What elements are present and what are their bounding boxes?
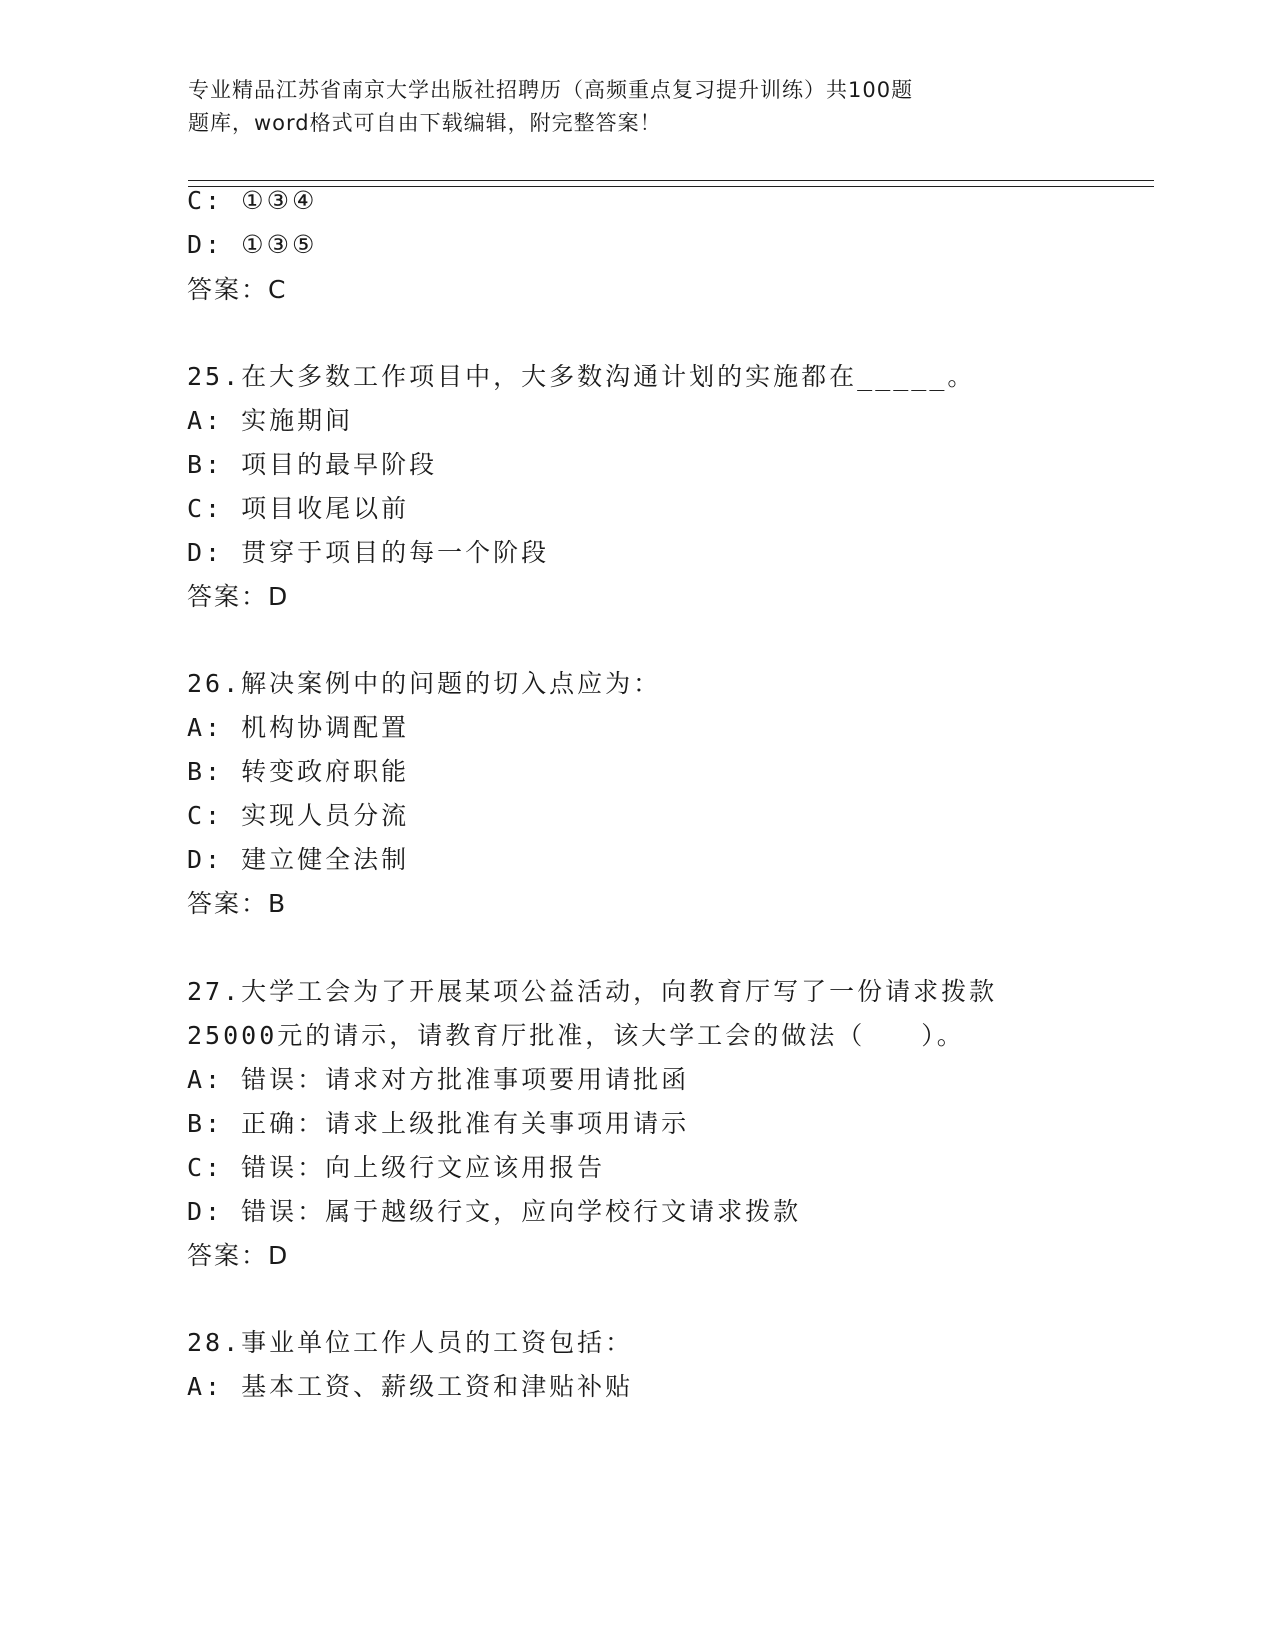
answer-line: 答案：D <box>187 582 290 611</box>
option-a: A: 基本工资、薪级工资和津贴补贴 <box>187 1372 634 1401</box>
document-header <box>188 74 1048 140</box>
answer-line: 答案：C <box>187 275 288 304</box>
answer-line: 答案：B <box>187 889 288 918</box>
option-c: C: 项目收尾以前 <box>187 494 410 523</box>
option-d: D: 贯穿于项目的每一个阶段 <box>187 538 550 567</box>
option-c: C: 错误：向上级行文应该用报告 <box>187 1153 606 1182</box>
option-d: D: 建立健全法制 <box>187 845 410 874</box>
option-a: A: 实施期间 <box>187 406 354 435</box>
option-a: A: 错误：请求对方批准事项要用请批函 <box>187 1065 690 1094</box>
option-c: C: 实现人员分流 <box>187 801 410 830</box>
option-b: B: 正确：请求上级批准有关事项用请示 <box>187 1109 690 1138</box>
option-b: B: 项目的最早阶段 <box>187 450 438 479</box>
question-28-stem: 28.事业单位工作人员的工资包括： <box>187 1328 634 1357</box>
header-line-1: 专业精品江苏省南京大学出版社招聘历（高频重点复习提升训练）共100题 <box>188 78 914 102</box>
option-d: D: 错误：属于越级行文，应向学校行文请求拨款 <box>187 1197 802 1226</box>
option-b: B: 转变政府职能 <box>187 757 410 786</box>
header-rule-top <box>188 180 1154 181</box>
answer-line: 答案：D <box>187 1241 290 1270</box>
question-27-stem: 27.大学工会为了开展某项公益活动，向教育厅写了一份请求拨款 <box>187 977 998 1006</box>
question-25-stem: 25.在大多数工作项目中，大多数沟通计划的实施都在_____。 <box>187 362 976 391</box>
header-rule-bottom <box>188 186 1154 187</box>
option-a: A: 机构协调配置 <box>187 713 410 742</box>
question-26-stem: 26.解决案例中的问题的切入点应为： <box>187 669 662 698</box>
question-27-stem-cont: 25000元的请示，请教育厅批准，该大学工会的做法（ ）。 <box>187 1021 965 1050</box>
option-c: C: ①③④ <box>187 186 318 215</box>
header-line-2: 题库，word格式可自由下载编辑，附完整答案！ <box>188 111 662 135</box>
option-d: D: ①③⑤ <box>187 230 318 259</box>
